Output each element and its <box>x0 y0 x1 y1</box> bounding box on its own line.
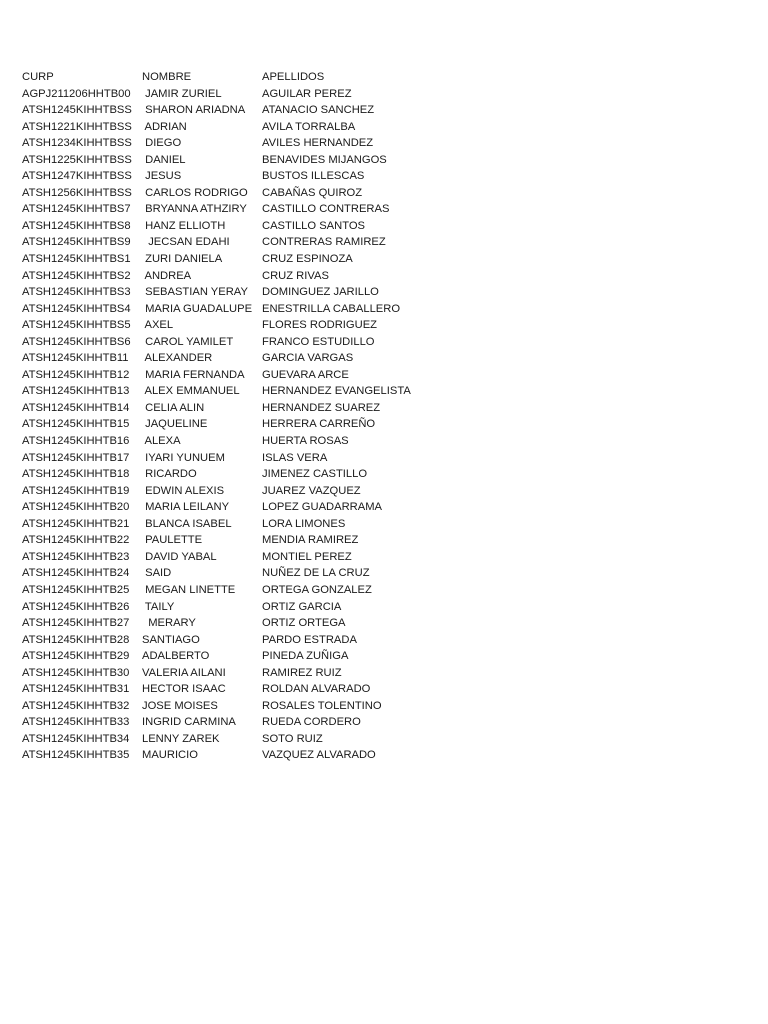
header-apellidos: APELLIDOS <box>262 71 325 83</box>
cell-curp: ATSH1245KIHHTB15 <box>22 418 130 431</box>
cell-apellidos: ROLDAN ALVARADO <box>262 683 371 696</box>
cell-apellidos: JIMENEZ CASTILLO <box>262 468 368 481</box>
cell-apellidos: GARCIA VARGAS <box>262 352 354 365</box>
cell-apellidos: LORA LIMONES <box>262 517 346 530</box>
cell-nombre: INGRID CARMINA <box>142 716 236 729</box>
cell-apellidos: HERNANDEZ EVANGELISTA <box>262 385 411 398</box>
cell-curp: ATSH1245KIHHTBS9 <box>22 236 131 249</box>
cell-apellidos: CASTILLO CONTRERAS <box>262 203 390 216</box>
header-nombre: NOMBRE <box>142 71 192 83</box>
cell-nombre: ADALBERTO <box>142 650 210 663</box>
cell-nombre: PAULETTE <box>142 534 203 547</box>
cell-curp: ATSH1245KIHHTBSS <box>22 104 132 117</box>
cell-curp: ATSH1225KIHHTBSS <box>22 153 132 166</box>
cell-apellidos: NUÑEZ DE LA CRUZ <box>262 567 370 580</box>
table-row <box>22 334 442 351</box>
header-curp: CURP <box>22 71 54 83</box>
table-row <box>22 450 442 467</box>
table-row <box>22 350 442 367</box>
cell-curp: ATSH1234KIHHTBSS <box>22 137 132 150</box>
table-row <box>22 582 442 599</box>
table-row <box>22 565 442 582</box>
cell-curp: ATSH1245KIHHTB24 <box>22 567 130 580</box>
table-row <box>22 284 442 301</box>
cell-nombre: MARIA FERNANDA <box>142 368 245 381</box>
cell-nombre: AXEL <box>142 319 174 332</box>
table-row <box>22 532 442 549</box>
cell-apellidos: MENDIA RAMIREZ <box>262 534 359 547</box>
table-row <box>22 185 442 202</box>
table-row <box>22 632 442 649</box>
cell-nombre: JAQUELINE <box>142 418 208 431</box>
cell-curp: ATSH1256KIHHTBSS <box>22 186 132 199</box>
cell-nombre: SEBASTIAN YERAY <box>142 286 248 299</box>
cell-apellidos: VAZQUEZ ALVARADO <box>262 749 376 762</box>
cell-apellidos: AVILES HERNANDEZ <box>262 137 374 150</box>
cell-curp: ATSH1245KIHHTB11 <box>22 352 129 365</box>
cell-curp: ATSH1245KIHHTB32 <box>22 699 130 712</box>
cell-curp: ATSH1245KIHHTB18 <box>22 468 130 481</box>
cell-apellidos: ORTIZ GARCIA <box>262 600 342 613</box>
cell-nombre: IYARI YUNUEM <box>142 451 225 464</box>
cell-curp: ATSH1221KIHHTBSS <box>22 120 132 133</box>
table-row <box>22 731 442 748</box>
table-row <box>22 86 442 103</box>
table-row <box>22 648 442 665</box>
cell-apellidos: AGUILAR PEREZ <box>262 87 352 100</box>
cell-nombre: SHARON ARIADNA <box>142 104 246 117</box>
cell-apellidos: DOMINGUEZ JARILLO <box>262 286 379 299</box>
cell-nombre: VALERIA AILANI <box>142 666 226 679</box>
cell-apellidos: CONTRERAS RAMIREZ <box>262 236 386 249</box>
cell-nombre: JAMIR ZURIEL <box>142 87 222 100</box>
cell-apellidos: CASTILLO SANTOS <box>262 219 365 232</box>
cell-curp: AGPJ211206HHTB00 <box>22 87 131 100</box>
cell-apellidos: ISLAS VERA <box>262 451 328 464</box>
table-row <box>22 119 442 136</box>
cell-curp: ATSH1245KIHHTBS5 <box>22 319 131 332</box>
cell-nombre: BLANCA ISABEL <box>142 517 232 530</box>
table-row <box>22 383 442 400</box>
table-row <box>22 218 442 235</box>
cell-nombre: EDWIN ALEXIS <box>142 484 225 497</box>
cell-apellidos: PINEDA ZUÑIGA <box>262 650 349 663</box>
table-row <box>22 499 442 516</box>
table-body <box>22 86 442 764</box>
cell-apellidos: PARDO ESTRADA <box>262 633 357 646</box>
cell-curp: ATSH1245KIHHTB16 <box>22 435 130 448</box>
table-row <box>22 615 442 632</box>
cell-apellidos: LOPEZ GUADARRAMA <box>262 501 382 514</box>
cell-apellidos: AVILA TORRALBA <box>262 120 356 133</box>
cell-nombre: ALEXA <box>142 435 181 448</box>
cell-apellidos: ORTIZ ORTEGA <box>262 617 346 630</box>
cell-curp: ATSH1245KIHHTB23 <box>22 550 130 563</box>
cell-nombre: BRYANNA ATHZIRY <box>142 203 247 216</box>
cell-apellidos: FLORES RODRIGUEZ <box>262 319 377 332</box>
cell-curp: ATSH1245KIHHTB34 <box>22 732 130 745</box>
table-row <box>22 152 442 169</box>
cell-apellidos: MONTIEL PEREZ <box>262 550 352 563</box>
cell-apellidos: CRUZ RIVAS <box>262 269 329 282</box>
cell-apellidos: HERNANDEZ SUAREZ <box>262 401 381 414</box>
cell-nombre: DAVID YABAL <box>142 550 217 563</box>
cell-apellidos: JUAREZ VAZQUEZ <box>262 484 361 497</box>
cell-apellidos: ENESTRILLA CABALLERO <box>262 302 401 315</box>
table-row <box>22 665 442 682</box>
student-table <box>22 69 442 764</box>
cell-curp: ATSH1245KIHHTBS8 <box>22 219 131 232</box>
cell-curp: ATSH1245KIHHTB20 <box>22 501 130 514</box>
cell-curp: ATSH1245KIHHTB14 <box>22 401 130 414</box>
cell-curp: ATSH1245KIHHTB22 <box>22 534 130 547</box>
cell-apellidos: ORTEGA GONZALEZ <box>262 583 372 596</box>
table-header-row <box>22 69 442 86</box>
table-row <box>22 433 442 450</box>
cell-curp: ATSH1245KIHHTB31 <box>22 683 130 696</box>
cell-nombre: CARLOS RODRIGO <box>142 186 248 199</box>
cell-nombre: LENNY ZAREK <box>142 732 220 745</box>
cell-apellidos: HERRERA CARREÑO <box>262 418 376 431</box>
table-row <box>22 714 442 731</box>
table-row <box>22 549 442 566</box>
cell-curp: ATSH1245KIHHTB33 <box>22 716 130 729</box>
table-row <box>22 102 442 119</box>
cell-nombre: MAURICIO <box>142 749 198 762</box>
cell-curp: ATSH1245KIHHTBS3 <box>22 286 131 299</box>
table-row <box>22 201 442 218</box>
cell-nombre: MARIA LEILANY <box>142 501 230 514</box>
cell-apellidos: HUERTA ROSAS <box>262 435 349 448</box>
cell-nombre: JECSAN EDAHI <box>142 236 230 249</box>
cell-nombre: DIEGO <box>142 137 182 150</box>
cell-curp: ATSH1245KIHHTB30 <box>22 666 130 679</box>
cell-curp: ATSH1245KIHHTB27 <box>22 617 130 630</box>
cell-apellidos: RUEDA CORDERO <box>262 716 361 729</box>
cell-nombre: DANIEL <box>142 153 186 166</box>
cell-nombre: ADRIAN <box>142 120 187 133</box>
cell-nombre: CELIA ALIN <box>142 401 205 414</box>
table-row <box>22 251 442 268</box>
cell-nombre: RICARDO <box>142 468 197 481</box>
cell-nombre: ALEX EMMANUEL <box>142 385 240 398</box>
cell-apellidos: FRANCO ESTUDILLO <box>262 335 375 348</box>
table-row <box>22 301 442 318</box>
table-row <box>22 416 442 433</box>
cell-curp: ATSH1245KIHHTBS4 <box>22 302 131 315</box>
cell-nombre: TAILY <box>142 600 175 613</box>
cell-nombre: MERARY <box>142 617 196 630</box>
cell-curp: ATSH1245KIHHTB35 <box>22 749 130 762</box>
table-row <box>22 747 442 764</box>
cell-nombre: JOSE MOISES <box>142 699 218 712</box>
cell-nombre: CAROL YAMILET <box>142 335 234 348</box>
table-row <box>22 234 442 251</box>
table-row <box>22 400 442 417</box>
table-row <box>22 599 442 616</box>
cell-curp: ATSH1245KIHHTBS7 <box>22 203 131 216</box>
cell-curp: ATSH1245KIHHTB13 <box>22 385 130 398</box>
cell-apellidos: BUSTOS ILLESCAS <box>262 170 365 183</box>
table-row <box>22 268 442 285</box>
cell-curp: ATSH1245KIHHTBS1 <box>22 253 131 266</box>
cell-curp: ATSH1245KIHHTB25 <box>22 583 130 596</box>
cell-nombre: ALEXANDER <box>142 352 213 365</box>
table-row <box>22 135 442 152</box>
cell-apellidos: SOTO RUIZ <box>262 732 323 745</box>
table-row <box>22 483 442 500</box>
cell-nombre: JESUS <box>142 170 182 183</box>
table-row <box>22 367 442 384</box>
cell-curp: ATSH1245KIHHTB21 <box>22 517 130 530</box>
cell-apellidos: BENAVIDES MIJANGOS <box>262 153 387 166</box>
cell-apellidos: RAMIREZ RUIZ <box>262 666 342 679</box>
cell-curp: ATSH1245KIHHTB29 <box>22 650 130 663</box>
cell-apellidos: ATANACIO SANCHEZ <box>262 104 375 117</box>
cell-apellidos: ROSALES TOLENTINO <box>262 699 382 712</box>
cell-apellidos: CRUZ ESPINOZA <box>262 253 353 266</box>
cell-nombre: HANZ ELLIOTH <box>142 219 226 232</box>
cell-nombre: SANTIAGO <box>142 633 200 646</box>
table-row <box>22 466 442 483</box>
cell-nombre: SAID <box>142 567 172 580</box>
cell-nombre: MEGAN LINETTE <box>142 583 236 596</box>
table-row <box>22 168 442 185</box>
cell-curp: ATSH1245KIHHTB26 <box>22 600 130 613</box>
table-row <box>22 698 442 715</box>
cell-curp: ATSH1247KIHHTBSS <box>22 170 132 183</box>
cell-curp: ATSH1245KIHHTB19 <box>22 484 130 497</box>
cell-curp: ATSH1245KIHHTB28 <box>22 633 130 646</box>
cell-curp: ATSH1245KIHHTB12 <box>22 368 130 381</box>
table-row <box>22 317 442 334</box>
table-row <box>22 516 442 533</box>
cell-apellidos: CABAÑAS QUIROZ <box>262 186 363 199</box>
cell-apellidos: GUEVARA ARCE <box>262 368 349 381</box>
cell-nombre: ANDREA <box>142 269 192 282</box>
cell-curp: ATSH1245KIHHTB17 <box>22 451 130 464</box>
cell-nombre: ZURI DANIELA <box>142 253 223 266</box>
table-row <box>22 681 442 698</box>
cell-curp: ATSH1245KIHHTBS6 <box>22 335 131 348</box>
cell-nombre: MARIA GUADALUPE <box>142 302 253 315</box>
cell-curp: ATSH1245KIHHTBS2 <box>22 269 131 282</box>
cell-nombre: HECTOR ISAAC <box>142 683 226 696</box>
